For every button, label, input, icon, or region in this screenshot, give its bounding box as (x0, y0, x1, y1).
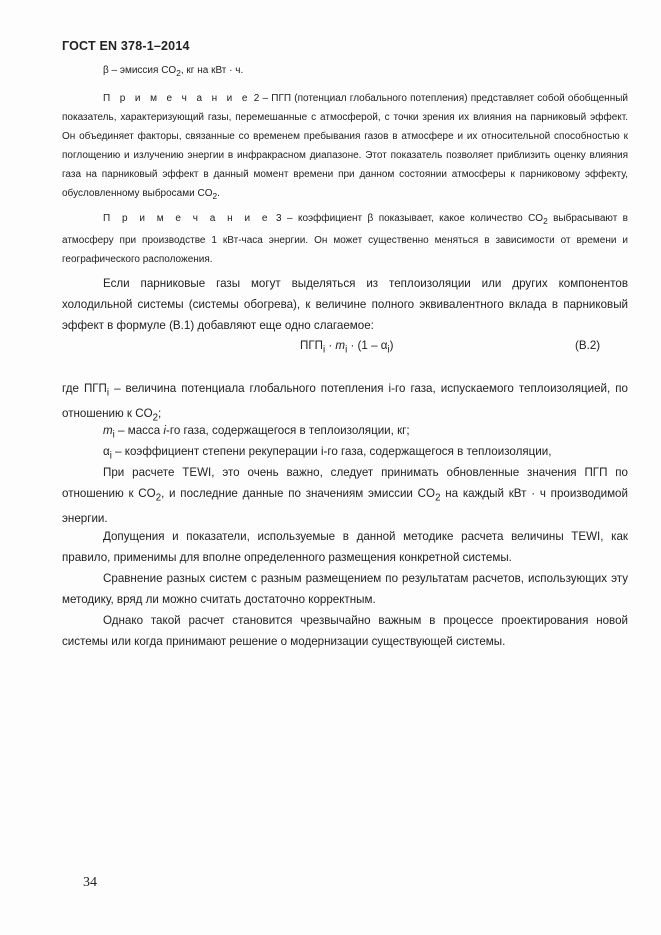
equation-number: (В.2) (575, 339, 601, 352)
note-2-label: П р и м е ч а н и е (103, 93, 251, 104)
document-header: ГОСТ EN 378-1–2014 (62, 39, 190, 53)
note-2: П р и м е ч а н и е 2 – ПГП (потенциал глобального потепления) представляет собой обобщенный показатель, характеризующий газы, перемешанные с атмосферой, с точки зрения их влияния на парниковый эффект. Он объединяет факторы, связанные со временем пребывания газов в атмосфере и их относительной способностью к поглощению и излучению энергии в инфракрасном диапазоне. Этот показатель позволяет приблизить оценку влияния газа на парниковый эффект в данный момент времени при данном состоянии атмосферы к парниковому эффекту, обусловленному выбросами $CO_2$. (62, 93, 628, 201)
note-3: П р и м е ч а н и е 3 – коэффициент β показывает, какое количество $CO_2$ выбрасывают в атмосферу при производстве 1 кВт-часа энергии. Он может существенно меняться в зависимости от времени и географического расположения. (62, 213, 628, 265)
note-3-label: П р и м е ч а н и е (103, 213, 271, 224)
where-gwp: где $ПГП_i$ – величина потенциала глобального потепления i-го газа, испускаемого теплоизоляцией, по отношению к $CO_2$; (62, 382, 628, 424)
where-alpha: $\alpha_i$ – коэффициент степени рекуперации i-го газа, содержащегося в теплоизоляции, (103, 445, 552, 462)
paragraph-however: Однако такой расчет становится чрезвычайно важным в процессе проектирования новой системы или когда принимают решение о модернизации существующей системы. (62, 614, 628, 648)
equation-b2: $ПГП_i \cdot m_i \cdot (1 - \alpha_i)$ (300, 339, 394, 356)
paragraph-if-gases: Если парниковые газы могут выделяться из теплоизоляции или других компонентов холодильной системы (системы обогрева), к величине полного эквивалентного вклада в парниковый эффект в формуле (В.1) добавляют еще одно слагаемое: (62, 277, 628, 332)
where-mass: $m_i$ – масса i-го газа, содержащегося в теплоизоляции, кг; (103, 424, 410, 441)
paragraph-tewi: При расчете TEWI, это очень важно, следует принимать обновленные значения ПГП по отношению к $CO_2$, и последние данные по значениям эмиссии $CO_2$ на каждый кВт · ч производимой энергии. (62, 466, 628, 526)
paragraph-comparison: Сравнение разных систем с разным размещением по результатам расчетов, использующих эту методику, вряд ли можно считать достаточно корректным. (62, 572, 628, 606)
paragraph-assumptions: Допущения и показатели, используемые в данной методике расчета величины TEWI, как правило, применимы для вполне определенного размещения конкретной системы. (62, 530, 628, 564)
page-number: 34 (83, 875, 97, 890)
beta-definition: β – эмиссия $CO_2$, кг на кВт · ч. (103, 65, 244, 78)
